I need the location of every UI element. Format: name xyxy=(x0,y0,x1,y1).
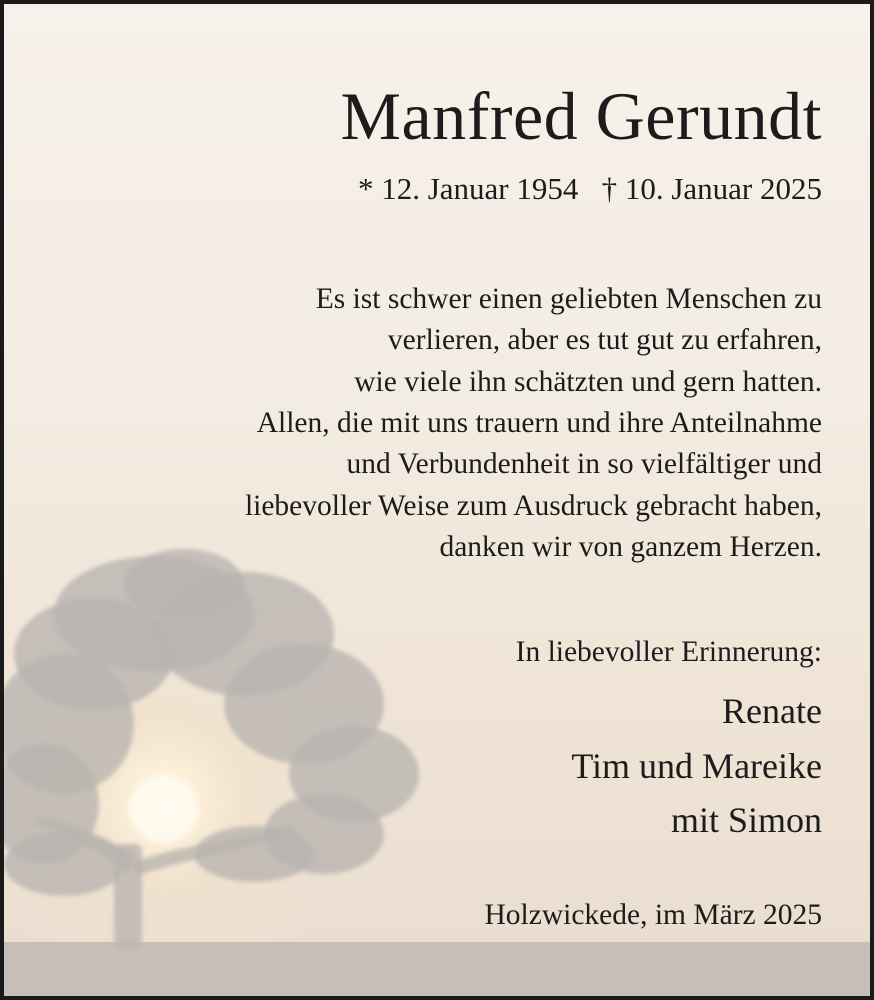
text-line: verlieren, aber es tut gut zu erfahren, xyxy=(387,324,822,357)
text-line: danken wir von ganzem Herzen. xyxy=(439,531,822,564)
thank-you-text xyxy=(245,279,822,568)
family-name: mit Simon xyxy=(670,800,822,841)
family-name: Tim und Mareike xyxy=(571,745,822,786)
text-line: wie viele ihn schätzten und gern hatten. xyxy=(354,365,822,398)
text-line: Allen, die mit uns trauern und ihre Anteilnahme xyxy=(256,407,822,440)
text-line: liebevoller Weise zum Ausdruck gebracht haben, xyxy=(244,489,822,522)
in-memory-line: In liebevoller Erinnerung: xyxy=(515,636,822,668)
ground xyxy=(4,942,870,996)
life-dates: * 12. Januar 1954 † 10. Januar 2025 xyxy=(357,171,822,206)
deceased-name: Manfred Gerundt xyxy=(340,78,822,154)
family-name: Renate xyxy=(722,691,822,731)
text-line: Es ist schwer einen geliebten Menschen zu xyxy=(315,283,822,315)
place-and-date: Holzwickede, im März 2025 xyxy=(484,899,822,931)
family-names xyxy=(571,684,822,848)
text-line: und Verbundenheit in so vielfältiger und xyxy=(346,448,822,481)
